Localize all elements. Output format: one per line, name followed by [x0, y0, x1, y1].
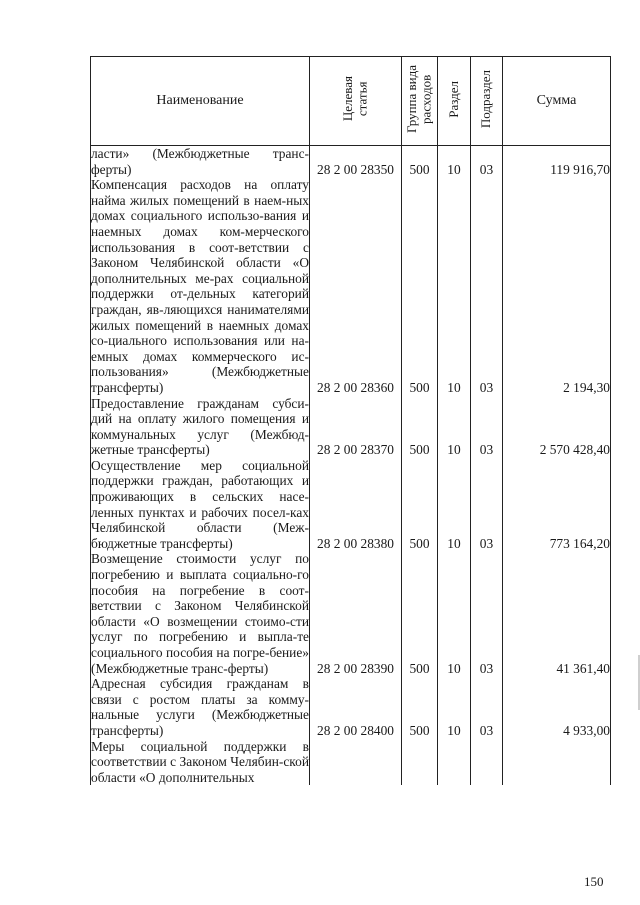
header-sum: Сумма — [503, 57, 611, 146]
row-subsection: 03 — [471, 146, 503, 178]
row-sum — [503, 739, 611, 786]
row-subsection: 03 — [471, 177, 503, 395]
row-section — [438, 739, 471, 786]
table-header-row — [91, 57, 611, 146]
row-sum: 119 916,70 — [503, 146, 611, 178]
row-subsection — [471, 739, 503, 786]
row-section: 10 — [438, 396, 471, 458]
table-row — [91, 551, 611, 676]
row-name: Меры социальной поддержки в соответствии с Законом Челябин-ской области «О дополнительных — [91, 738, 309, 785]
table-row — [91, 676, 611, 738]
header-section-cell — [438, 57, 471, 146]
header-group-cell — [402, 57, 438, 146]
row-group: 500 — [402, 676, 438, 738]
row-subsection: 03 — [471, 458, 503, 552]
page-number: 150 — [584, 874, 604, 889]
table-row — [91, 396, 611, 458]
table-row — [91, 177, 611, 395]
table-row — [91, 458, 611, 552]
row-sum: 41 361,40 — [503, 551, 611, 676]
row-target: 28 2 00 28360 — [310, 177, 402, 395]
row-section: 10 — [438, 146, 471, 178]
row-group: 500 — [402, 551, 438, 676]
row-group — [402, 739, 438, 786]
row-section: 10 — [438, 458, 471, 552]
row-section: 10 — [438, 177, 471, 395]
header-subsection: Подраздел — [478, 69, 494, 129]
row-section: 10 — [438, 676, 471, 738]
row-sum: 773 164,20 — [503, 458, 611, 552]
row-group: 500 — [402, 177, 438, 395]
header-target-cell — [310, 57, 402, 146]
row-target: 28 2 00 28390 — [310, 551, 402, 676]
row-sum: 2 194,30 — [503, 177, 611, 395]
row-target — [310, 739, 402, 786]
row-target: 28 2 00 28400 — [310, 676, 402, 738]
row-group: 500 — [402, 458, 438, 552]
row-target: 28 2 00 28350 — [310, 146, 402, 178]
row-section: 10 — [438, 551, 471, 676]
row-subsection: 03 — [471, 551, 503, 676]
row-sum: 4 933,00 — [503, 676, 611, 738]
header-name: Наименование — [91, 57, 310, 146]
row-group: 500 — [402, 396, 438, 458]
header-expense-group: Группа вида расходов — [404, 65, 434, 133]
row-group: 500 — [402, 146, 438, 178]
row-sum: 2 570 428,40 — [503, 396, 611, 458]
table-row — [91, 739, 611, 786]
row-name: Адресная субсидия гражданам в связи с ростом платы за комму-нальные услуги (Межбюджетные трансферты) — [91, 676, 309, 738]
row-name: Компенсация расходов на оплату найма жилых помещений в наем-ных домах социального использо-вания и наемных домах ком-мерческого использования в соот-ветствии с Законом Челябинской области «О дополнительных ме-рах социальной поддержки от-дельных категорий граждан, яв-ляющихся нанимателями жилых помещений в наемных домах со-циального использования или на-емных домах коммерческого ис-пользования» (Межбюджетные трансферты) — [91, 177, 309, 395]
header-section: Раздел — [445, 80, 461, 118]
row-name: ласти» (Межбюджетные транс-ферты) — [91, 146, 309, 177]
header-target: Целевая статья — [340, 76, 370, 122]
row-target: 28 2 00 28380 — [310, 458, 402, 552]
row-name: Возмещение стоимости услуг по погребению и выплата социально-го пособия на погребение в соот-ветствии с Законом Челябинской области «О возмещении стоимо-сти услуг по погребению и выпла-те социального пособия на погре-бение» (Межбюджетные транс-ферты) — [91, 551, 309, 676]
row-subsection: 03 — [471, 396, 503, 458]
table-row — [91, 146, 611, 178]
row-subsection: 03 — [471, 676, 503, 738]
row-name: Осуществление мер социальной поддержки граждан, работающих и проживающих в сельских насе-ленных пунктах и рабочих посел-ках Челябинской области (Меж-бюджетные трансферты) — [91, 457, 309, 551]
budget-table — [90, 56, 611, 785]
row-name: Предоставление гражданам субси-дий на оплату жилого помещения и коммунальных услуг (Межбюд-жетные трансферты) — [91, 395, 309, 458]
row-target: 28 2 00 28370 — [310, 396, 402, 458]
header-subsection-cell — [471, 57, 503, 146]
